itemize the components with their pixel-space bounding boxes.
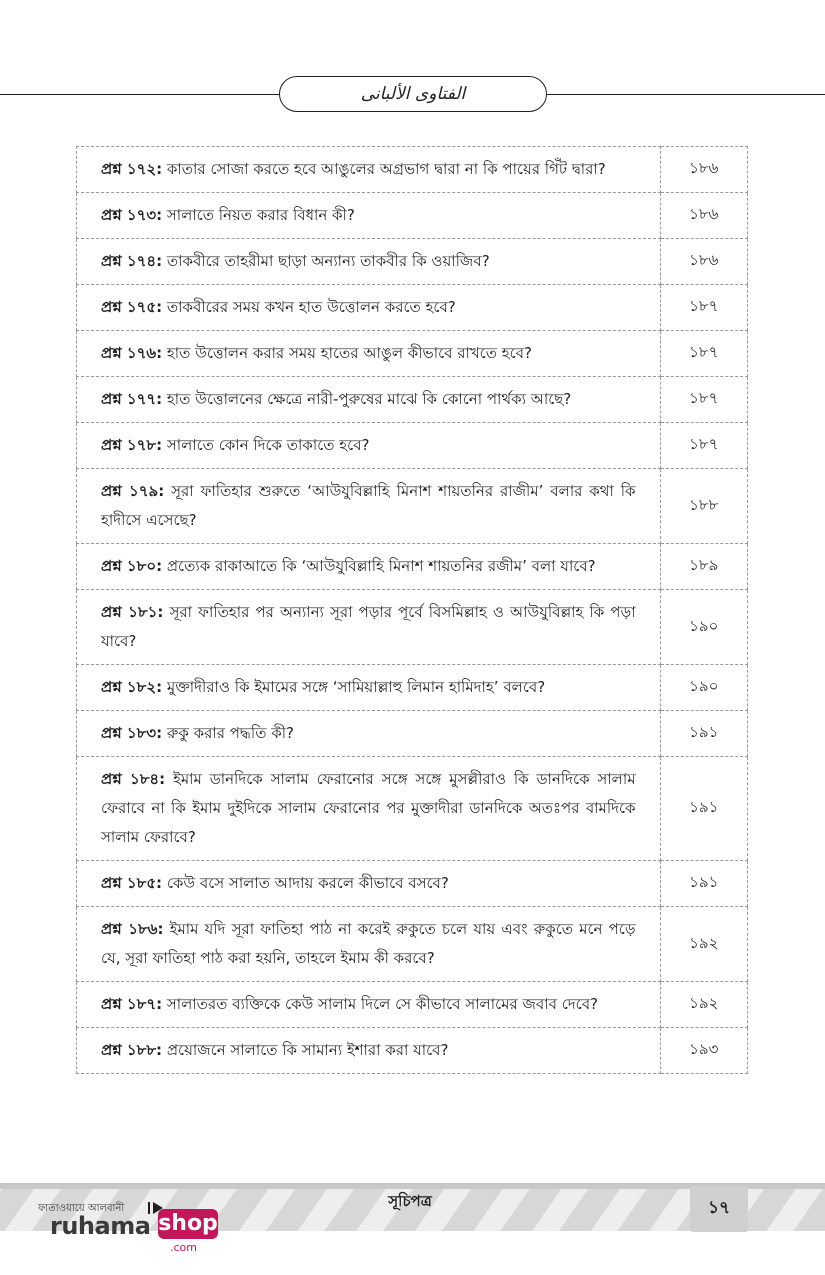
question-text: রুকু করার পদ্ধতি কী? <box>166 724 294 742</box>
toc-question-cell <box>77 239 661 285</box>
toc-question-cell <box>77 1028 661 1074</box>
question-text: সূরা ফাতিহার শুরুতে ‘আউযুবিল্লাহি মিনাশ শায়তনির রাজীম’ বলার কথা কি হাদীসে এসেছে? <box>101 482 636 529</box>
toc-page-cell: ১৮৬ <box>660 193 747 239</box>
toc-row <box>77 469 748 544</box>
question-number: প্রশ্ন ১৮৪: <box>101 770 166 788</box>
toc-page-cell: ১৯১ <box>660 711 747 757</box>
toc-question-cell <box>77 665 661 711</box>
toc-question-cell <box>77 423 661 469</box>
toc-question-cell <box>77 982 661 1028</box>
toc-row <box>77 665 748 711</box>
question-text: প্রত্যেক রাকাআতে কি ‘আউযুবিল্লাহি মিনাশ শায়তনির রজীম’ বলা যাবে? <box>166 557 596 575</box>
question-number: প্রশ্ন ১৭৬: <box>101 344 163 362</box>
toc-row <box>77 193 748 239</box>
toc-row <box>77 377 748 423</box>
question-number: প্রশ্ন ১৮২: <box>101 678 163 696</box>
toc-row <box>77 544 748 590</box>
question-text: তাকবীরে তাহরীমা ছাড়া অন্যান্য তাকবীর কি ওয়াজিব? <box>166 252 490 270</box>
toc-question-cell <box>77 469 661 544</box>
question-number: প্রশ্ন ১৮৫: <box>101 874 163 892</box>
toc-question-cell <box>77 907 661 982</box>
header-title: الفتاوى الألبانى <box>360 84 466 104</box>
toc-page-cell: ১৮৬ <box>660 239 747 285</box>
toc-page-cell: ১৯০ <box>660 665 747 711</box>
question-text: হাত উত্তোলনের ক্ষেত্রে নারী-পুরুষের মাঝে কি কোনো পার্থক্য আছে? <box>166 390 572 408</box>
question-number: প্রশ্ন ১৮৮: <box>101 1041 163 1059</box>
toc-row <box>77 285 748 331</box>
toc-page-cell: ১৮৬ <box>660 147 747 193</box>
toc-row <box>77 1028 748 1074</box>
question-number: প্রশ্ন ১৭৮: <box>101 436 163 454</box>
toc-row <box>77 982 748 1028</box>
toc-page-cell: ১৮৮ <box>660 469 747 544</box>
toc-row <box>77 331 748 377</box>
question-text: মুক্তাদীরাও কি ইমামের সঙ্গে ‘সামিয়াল্লাহু লিমান হামিদাহ’ বলবে? <box>166 678 546 696</box>
question-number: প্রশ্ন ১৮৬: <box>101 920 164 938</box>
brand-logo-domain: .com <box>170 1241 197 1254</box>
toc-question-cell <box>77 331 661 377</box>
toc-body <box>77 147 748 1074</box>
toc-question-cell <box>77 377 661 423</box>
page-number: ১৭ <box>707 1198 731 1218</box>
footer-section-title: সূচিপত্র <box>388 1192 432 1210</box>
question-number: প্রশ্ন ১৭৭: <box>101 390 163 408</box>
question-text: প্রয়োজনে সালাতে কি সামান্য ইশারা করা যাবে? <box>166 1041 449 1059</box>
toc-question-cell <box>77 147 661 193</box>
toc-page-cell: ১৮৭ <box>660 377 747 423</box>
toc-page-cell: ১৯২ <box>660 982 747 1028</box>
brand-logo-shop: shop <box>158 1209 218 1239</box>
toc-row <box>77 711 748 757</box>
question-number: প্রশ্ন ১৮১: <box>101 603 164 621</box>
brand-logo-ruhama: ruhama <box>50 1212 151 1240</box>
toc-row <box>77 423 748 469</box>
question-number: প্রশ্ন ১৭৯: <box>101 482 165 500</box>
toc-page-cell: ১৮৭ <box>660 331 747 377</box>
toc-question-cell <box>77 590 661 665</box>
question-text: সূরা ফাতিহার পর অন্যান্য সূরা পড়ার পূর্বে বিসমিল্লাহ ও আউযুবিল্লাহ কি পড়া যাবে? <box>101 603 636 650</box>
toc-question-cell <box>77 193 661 239</box>
question-text: কেউ বসে সালাত আদায় করলে কীভাবে বসবে? <box>166 874 449 892</box>
toc-table <box>76 146 748 1074</box>
question-number: প্রশ্ন ১৭৪: <box>101 252 163 270</box>
toc-row <box>77 147 748 193</box>
toc-page-cell: ১৮৭ <box>660 423 747 469</box>
question-number: প্রশ্ন ১৮৩: <box>101 724 163 742</box>
toc-row <box>77 239 748 285</box>
toc-row <box>77 861 748 907</box>
question-text: হাত উত্তোলন করার সময় হাতের আঙুল কীভাবে রাখতে হবে? <box>166 344 532 362</box>
toc-question-cell <box>77 544 661 590</box>
toc-page-cell: ১৯১ <box>660 861 747 907</box>
toc-question-cell <box>77 285 661 331</box>
question-text: ইমাম যদি সূরা ফাতিহা পাঠ না করেই রুকুতে চলে যায় এবং রুকুতে মনে পড়ে যে, সূরা ফাতিহা পাঠ করা হয়নি, তাহলে ইমাম কী করবে? <box>101 920 636 967</box>
question-text: সালাতরত ব্যক্তিকে কেউ সালাম দিলে সে কীভাবে সালামের জবাব দেবে? <box>166 995 598 1013</box>
question-number: প্রশ্ন ১৮০: <box>101 557 163 575</box>
toc-page-cell: ১৮৯ <box>660 544 747 590</box>
question-text: সালাতে নিয়ত করার বিধান কী? <box>166 206 355 224</box>
question-text: তাকবীরের সময় কখন হাত উত্তোলন করতে হবে? <box>166 298 456 316</box>
toc-row <box>77 907 748 982</box>
question-text: কাতার সোজা করতে হবে আঙুলের অগ্রভাগ দ্বারা না কি পায়ের গিঁট দ্বারা? <box>166 160 606 178</box>
question-number: প্রশ্ন ১৭২: <box>101 160 163 178</box>
toc-question-cell <box>77 711 661 757</box>
toc-page-cell: ১৯০ <box>660 590 747 665</box>
brand-tagline: ফাতাওয়ায়ে আলবানী <box>38 1203 125 1214</box>
page-number-box <box>690 1186 748 1232</box>
question-text: সালাতে কোন দিকে তাকাতে হবে? <box>166 436 370 454</box>
toc-question-cell <box>77 861 661 907</box>
question-number: প্রশ্ন ১৮৭: <box>101 995 163 1013</box>
question-number: প্রশ্ন ১৭৩: <box>101 206 163 224</box>
question-number: প্রশ্ন ১৭৫: <box>101 298 163 316</box>
toc-row <box>77 590 748 665</box>
toc-page-cell: ১৯১ <box>660 757 747 861</box>
toc-page-cell: ১৯২ <box>660 907 747 982</box>
toc-row <box>77 757 748 861</box>
toc-page-cell: ১৯৩ <box>660 1028 747 1074</box>
toc-question-cell <box>77 757 661 861</box>
question-text: ইমাম ডানদিকে সালাম ফেরানোর সঙ্গে সঙ্গে মুসল্লীরাও কি ডানদিকে সালাম ফেরাবে না কি ইমাম দুইদিকে সালাম ফেরানোর পর মুক্তাদীরা ডানদিকে অতঃপর বামদিকে সালাম ফেরাবে? <box>101 770 636 846</box>
toc-page-cell: ১৮৭ <box>660 285 747 331</box>
running-header <box>279 76 547 112</box>
